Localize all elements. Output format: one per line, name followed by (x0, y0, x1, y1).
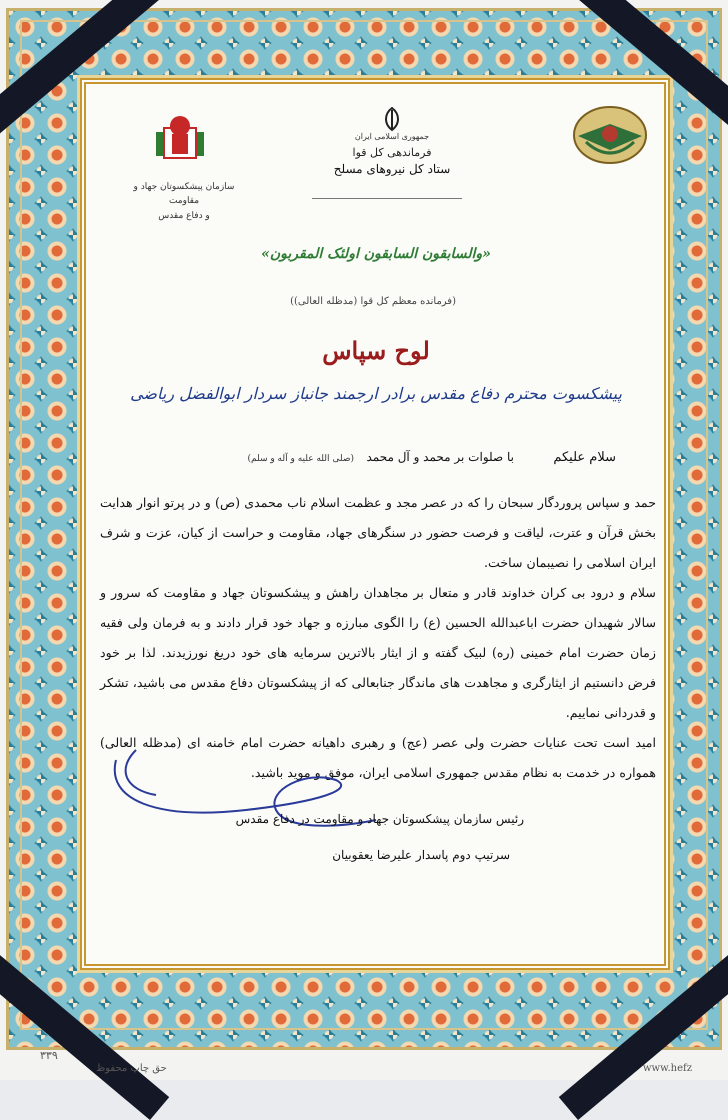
certificate-body (80, 78, 670, 970)
quran-verse: «والسابقون السابقون اولئک المقربون» (261, 246, 491, 262)
general-staff-label: ستاد کل نیروهای مسلح (333, 162, 451, 176)
header-divider (312, 198, 462, 199)
salutation: سلام علیکم (553, 450, 616, 465)
salawat: با صلوات بر محمد و آل محمد (366, 450, 514, 464)
general-staff-emblem-icon (568, 102, 652, 168)
footer-website: www.hefz (643, 1063, 692, 1074)
verse-attribution: (فرمانده معظم کل قوا (مدظله العالی)) (290, 296, 456, 307)
signatory-name: سرتیپ دوم پاسدار علیرضا یعقوبیان (332, 848, 510, 862)
left-org-caption (124, 180, 244, 223)
signatory-position: رئیس سازمان پیشکسوتان جهاد و مقاومت در دفاع مقدس (235, 812, 524, 826)
republic-label: جمهوری اسلامی ایران (354, 132, 430, 141)
paragraph-2: سلام و درود بی کران خداوند قادر و متعال بر مجاهدان راهش و پیشکسوتان جهاد و مقاومت که سرور و سالار شهیدان حضرت اباعبدالله الحسین (ع) را الگوی مبارزه و جهاد خود قرار دادند و به فرمان ولی فقیه زمان حضرت امام خمینی (ره) لبیک گفته و از ایثار بالاترین سرمایه های خود دریغ نورزیدند. لذا بر خود فرض دانستیم از ایثارگری و مجاهدت های ماندگار جنابعالی که از پیشکسوتان دفاع مقدس می باشید، تشکر و قدردانی نماییم. (100, 585, 656, 720)
left-org-line1: سازمان پیشکسوتان جهاد و مقاومت (133, 182, 235, 207)
certificate-title: لوح سپاس (322, 336, 430, 365)
paragraph-1: حمد و سپاس پروردگار سبحان را که در عصر مجد و عظمت اسلام ناب محمدی (ص) و در پرتو انوار هدایت بخش قرآن و عترت، لیاقت و فرصت حضور در سنگرهای جهاد، مقاومت و حراست از کیان، عزت و شرف ایران اسلامی را نصیبمان ساخت. (100, 495, 656, 570)
iran-emblem-icon (372, 106, 412, 132)
recipient-line: پیشکسوت محترم دفاع مقدس برادر ارجمند جانباز سردار ابوالفضل ریاضی (130, 384, 622, 403)
paragraph-3: امید است تحت عنایات حضرت ولی عصر (عج) و رهبری داهیانه حضرت امام خامنه ای (مدظله العالی) همواره در خدمت به نظام مقدس جمهوری اسلامی ایران، موفق و موید باشید. (100, 735, 656, 780)
veterans-organization-logo-icon (150, 108, 210, 168)
left-org-line2: و دفاع مقدس (158, 210, 210, 221)
footer-number: ۳۳۹ (40, 1049, 58, 1062)
salawat-note: (صلی الله علیه و آله و سلم) (247, 454, 354, 464)
footer-print-credit: حق چاپ محفوظ (96, 1063, 167, 1074)
commander-label: فرماندهی کل قوا (352, 146, 432, 159)
